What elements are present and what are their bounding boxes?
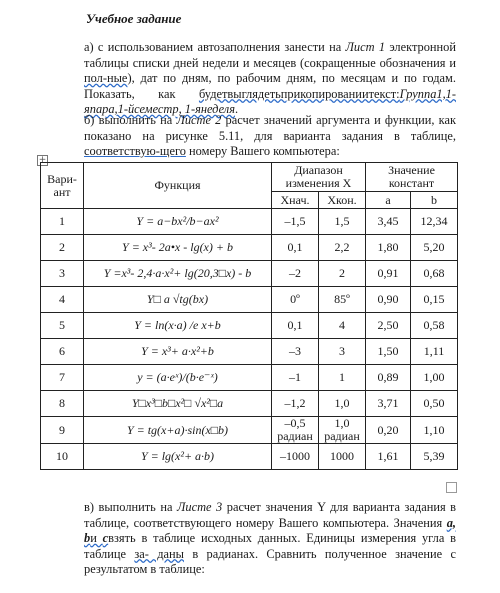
para-b-link: соответствую-щего (84, 144, 186, 158)
header-x-end: Xкон. (319, 192, 366, 209)
cell-function: Y□x³□b□x²□ √x²□a (84, 391, 272, 417)
para-b-prefix: б) выполнить на (84, 113, 177, 127)
cell-b: 1,00 (411, 365, 458, 391)
table-row (41, 235, 458, 261)
cell-variant: 2 (41, 235, 84, 261)
cell-a: 2,50 (366, 313, 411, 339)
cell-x-start: 0,1 (272, 235, 319, 261)
cell-x-end: 3 (319, 339, 366, 365)
para-a-pol: пол-ные (84, 71, 128, 85)
cell-a: 3,45 (366, 209, 411, 235)
sheet-2-ref: Листе 2 (176, 113, 222, 127)
cell-variant: 1 (41, 209, 84, 235)
para-c-c: c (102, 531, 109, 545)
table-row (41, 339, 458, 365)
cell-a: 1,61 (366, 444, 411, 470)
cell-x-end: 1 (319, 365, 366, 391)
cell-variant: 4 (41, 287, 84, 313)
header-function: Функция (84, 163, 272, 209)
cell-b: 5,39 (411, 444, 458, 470)
cell-b: 1,11 (411, 339, 458, 365)
table-move-handle[interactable]: + (38, 155, 47, 165)
variants-table (40, 162, 458, 470)
cell-function: Y = x³- 2a•x - lg(x) + b (84, 235, 272, 261)
cell-x-start: –1,2 (272, 391, 319, 417)
cell-x-end: 4 (319, 313, 366, 339)
cell-x-end: 1000 (319, 444, 366, 470)
paragraph-a (84, 40, 456, 118)
para-c-ab: a, b (84, 515, 456, 545)
cell-a: 1,50 (366, 339, 411, 365)
cell-x-start: –1,5 (272, 209, 319, 235)
paragraph-c (84, 500, 456, 578)
para-c-prefix: в) выполнить на (84, 500, 177, 514)
cell-a: 0,20 (366, 417, 411, 444)
para-b-mid: расчет значений аргумента и функции, как показано на рисунке 5.11, для варианта задания в таблице, (84, 113, 457, 143)
cell-x-end: 1,5 (319, 209, 366, 235)
cell-function: Y = x³+ a·x²+b (84, 339, 272, 365)
table-row (41, 209, 458, 235)
cell-b: 12,34 (411, 209, 458, 235)
cell-b: 0,50 (411, 391, 458, 417)
para-a-tail-italic: Группа1,1-япара,1-йсеместр, 1-янеделя (84, 86, 456, 116)
cell-variant: 9 (41, 417, 84, 444)
cell-b: 1,10 (411, 417, 458, 444)
cell-a: 1,80 (366, 235, 411, 261)
cell-b: 5,20 (411, 235, 458, 261)
cell-variant: 10 (41, 444, 84, 470)
cell-function: Y = ln(x·a) /e x+b (84, 313, 272, 339)
cell-a: 3,71 (366, 391, 411, 417)
cell-x-end: 1,0 радиан (319, 417, 366, 444)
cell-variant: 6 (41, 339, 84, 365)
header-x-start: Xнач. (272, 192, 319, 209)
cell-a: 0,91 (366, 261, 411, 287)
table-row (41, 444, 458, 470)
cell-function: Y = lg(x²+ a·b) (84, 444, 272, 470)
cell-x-end: 1,0 (319, 391, 366, 417)
para-a-prefix: а) с использованием автозаполнения занести на (84, 40, 346, 54)
para-b-tail: номеру Вашего компьютера: (185, 144, 340, 158)
para-c-mid2: и (90, 531, 103, 545)
header-variant: Вари-ант (41, 163, 84, 209)
page-heading: Учебное задание (86, 11, 182, 26)
para-c-mid3: взять в таблице исходных данных. Единицы измерения угла в таблице (84, 531, 456, 561)
table-row (41, 391, 458, 417)
cell-variant: 5 (41, 313, 84, 339)
paragraph-b (84, 113, 456, 160)
cell-b: 0,68 (411, 261, 458, 287)
cell-function: Y□ a √tg(bx) (84, 287, 272, 313)
header-range: Диапазон изменения X (272, 163, 366, 192)
header-constants: Значение констант (366, 163, 458, 192)
table-end-marker (446, 482, 457, 493)
table-row (41, 287, 458, 313)
cell-x-start: 0º (272, 287, 319, 313)
cell-b: 0,15 (411, 287, 458, 313)
para-c-tail: в радианах. Сравнить полученное значение с результатом в таблице: (84, 546, 456, 576)
header-b: b (411, 192, 458, 209)
para-a-run: будетвыглядетьприкопированиитекст: (198, 86, 400, 101)
cell-variant: 8 (41, 391, 84, 417)
cell-function: Y = tg(x+a)·sin(x□b) (84, 417, 272, 444)
cell-a: 0,90 (366, 287, 411, 313)
cell-x-end: 85º (319, 287, 366, 313)
cell-function: Y = a−bx²/b−ax² (84, 209, 272, 235)
cell-x-start: –3 (272, 339, 319, 365)
para-c-link: за- даны (134, 546, 184, 561)
para-c-mid: расчет значения Y для варианта задания в таблице, соответствующего номеру Вашего компьютера. Значения (84, 500, 457, 530)
cell-variant: 7 (41, 365, 84, 391)
cell-x-start: –0,5 радиан (272, 417, 319, 444)
sheet-1-ref: Лист 1 (345, 40, 386, 54)
para-a-mid2: ), дат по дням, по рабочим дням, по месяцам и по годам. Показать, как (84, 71, 456, 101)
table-row (41, 313, 458, 339)
cell-x-end: 2 (319, 261, 366, 287)
cell-x-start: –2 (272, 261, 319, 287)
cell-x-start: –1 (272, 365, 319, 391)
cell-a: 0,89 (366, 365, 411, 391)
cell-x-start: –1000 (272, 444, 319, 470)
cell-function: Y =x³- 2,4·a·x²+ lg(20,3□x) - b (84, 261, 272, 287)
header-a: a (366, 192, 411, 209)
table-row (41, 417, 458, 444)
cell-x-start: 0,1 (272, 313, 319, 339)
sheet-3-ref: Листе 3 (177, 500, 223, 514)
cell-function: y = (a·eˣ)/(b·e⁻ˣ) (84, 365, 272, 391)
para-a-tail: . (234, 102, 239, 116)
table-row (41, 261, 458, 287)
para-a-mid: электронной таблицы списки дней недели и месяцев (сокращенные обозначения и (84, 40, 457, 70)
cell-b: 0,58 (411, 313, 458, 339)
cell-variant: 3 (41, 261, 84, 287)
cell-x-end: 2,2 (319, 235, 366, 261)
table-row (41, 365, 458, 391)
